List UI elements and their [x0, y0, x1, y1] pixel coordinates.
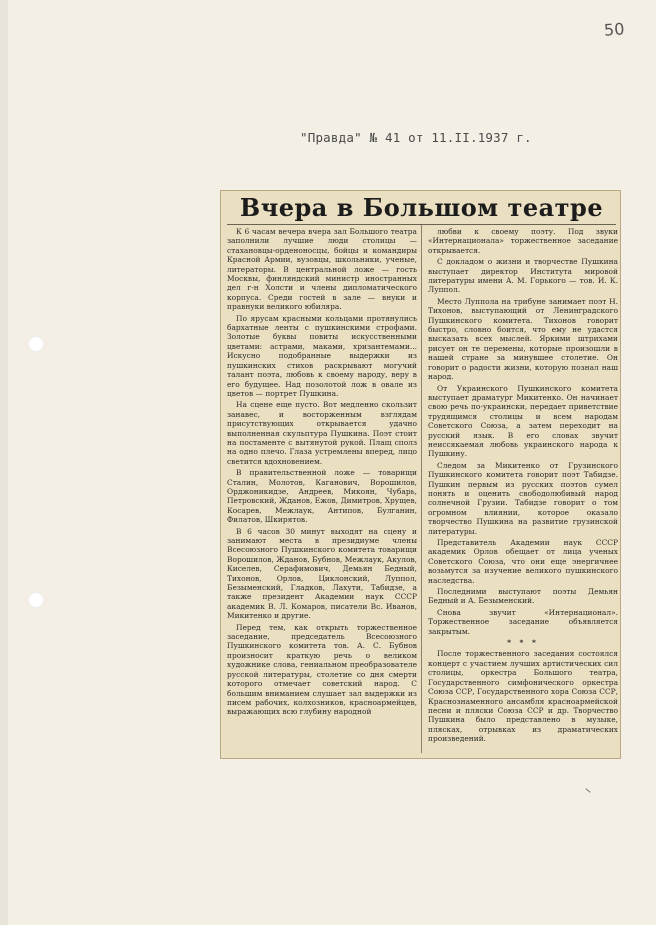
paragraph: В правительственной ложе — товарищи Сталин, Молотов, Каганович, Ворошилов, Орджоникидзе, Андреев, Микоян, Чубарь, Петровский, Жданов, Ежов, Димитров, Хрущев, Косарев, Межлаук, Антипов, Булганин, Филатов, Шкирятов. [227, 468, 417, 525]
paragraph: Снова звучит «Интернационал». Торжественное заседание объявляется закрытым. [428, 607, 618, 636]
paragraph: любви к своему поэту. Под звуки «Интернационала» торжественное заседание открывается. [428, 227, 618, 255]
paragraph: К 6 часам вечера вчера зал Большого театра заполнили лучшие люди столицы — стахановцы-орденоносцы, бойцы и командиры Красной Армии, вузовцы, школьники, ученые, литераторы. В центральной ложе — гость Москвы, финляндский министр иностранных дел г-н Холсти и члены дипломатического корпуса. Среди гостей в зале — внуки и правнуки великого юбиляра. [227, 227, 417, 312]
paragraph: В 6 часов 30 минут выходят на сцену и занимают места в президиуме члены Всесоюзного Пушкинского комитета товарищи Ворошилов, Жданов, Бубнов, Межлаук, Акулов, Киселев, Серафимович, Демьян Бедный, Тихонов, Орлов, Циклонский, Луппол, Безыменский, Гладков, Лахути, Табидзе, а также президент Академии наук СССР академик В. Л. Комаров, писатели Вс. Иванов, Микитенко и другие. [227, 526, 417, 621]
paragraph: Перед тем, как открыть торжественное заседание, председатель Всесоюзного Пушкинского комитета тов. А. С. Бубнов произносит краткую речь о великом художнике слова, гениальном преобразователе русской литературы, столетие со дня смерти которого отмечает советский народ. С большим вниманием слушает зал выдержки из писем рабочих, колхозников, красноармейцев, выражающих всю глубину народной [227, 622, 417, 717]
article-column-right [428, 227, 618, 746]
punch-hole [28, 592, 44, 608]
paragraph: По ярусам красными кольцами протянулись бархатные ленты с пушкинскими строфами. Золотые буквы повиты искусственными цветами: астрами, маками, хризантемами... Искусно подобранные выдержки из пушкинских стихов раскрывают могучий талант поэта, любовь к своему народу, веру в его будущее. Над позолотой лож в овале из цветов — портрет Пушкина. [227, 313, 417, 398]
headline: Вчера в Большом театре [239, 193, 604, 222]
pencil-mark [585, 788, 590, 793]
source-line: "Правда" № 41 от 11.II.1937 г. [300, 130, 532, 145]
paragraph: Следом за Микитенко от Грузинского Пушкинского комитета говорит поэт Табидзе. Пушкин первым из русских поэтов сумел понять и оценить свободолюбивый народ солнечной Грузии. Табидзе говорит о том огромном влиянии, которое оказало творчество Пушкина на развитие грузинской литературы. [428, 460, 618, 536]
article-column-left [227, 227, 417, 719]
section-separator: * * * [507, 638, 539, 648]
paragraph: Представитель Академии наук СССР академик Орлов обещает от лица ученых Советского Союза, что они еще энергичнее возьмутся за изучение великого пушкинского наследства. [428, 538, 618, 585]
sheet-edge [0, 0, 8, 925]
paragraph: На сцене еще пусто. Вот медленно скользит занавес, и восторженным взглядам присутствующих открывается удачно выполненная скульптура Пушкина. Поэт стоит на постаменте с вытянутой рукой. Плащ сполз на одно плечо. Глаза устремлены вперед, лицо светится вдохновением. [227, 400, 417, 466]
punch-hole [28, 336, 44, 352]
paragraph: Место Луппола на трибуне занимает поэт Н. Тихонов, выступающий от Ленинградского Пушкинского комитета. Тихонов говорит быстро, словно боится, что ему не удастся высказать всех мыслей. Яркими штрихами рисует он те перемены, которые произошли в нашей стране за минувшее столетие. Он говорит о радости жизни, которую познал наш народ. [428, 296, 618, 382]
column-divider [421, 225, 422, 753]
paragraph: После торжественного заседания состоялся концерт с участием лучших артистических сил столицы, оркестра Большого театра, Государственного симфонического оркестра Союза ССР, Государственного хора Союза ССР, Краснознаменного ансамбля красноармейской песни и пляски Союза ССР и др. Творчество Пушкина было представлено в музыке, плясках, отрывках из драматических произведений. [428, 649, 618, 744]
paragraph: С докладом о жизни и творчестве Пушкина выступает директор Института мировой литературы имени А. М. Горького — тов. И. К. Луппол. [428, 257, 618, 295]
paragraph: Последними выступают поэты Демьян Бедный и А. Безыменский. [428, 587, 618, 606]
newspaper-clipping [220, 190, 621, 759]
paragraph: От Украинского Пушкинского комитета выступает драматург Микитенко. Он начинает свою речь по-украински, передает приветствие трудящимся столицы и всем народам Советского Союза, а затем переходит на русский язык. В его словах звучит неиссякаемая любовь украинского народа к Пушкину. [428, 383, 618, 459]
page-number: 50 [603, 19, 625, 40]
